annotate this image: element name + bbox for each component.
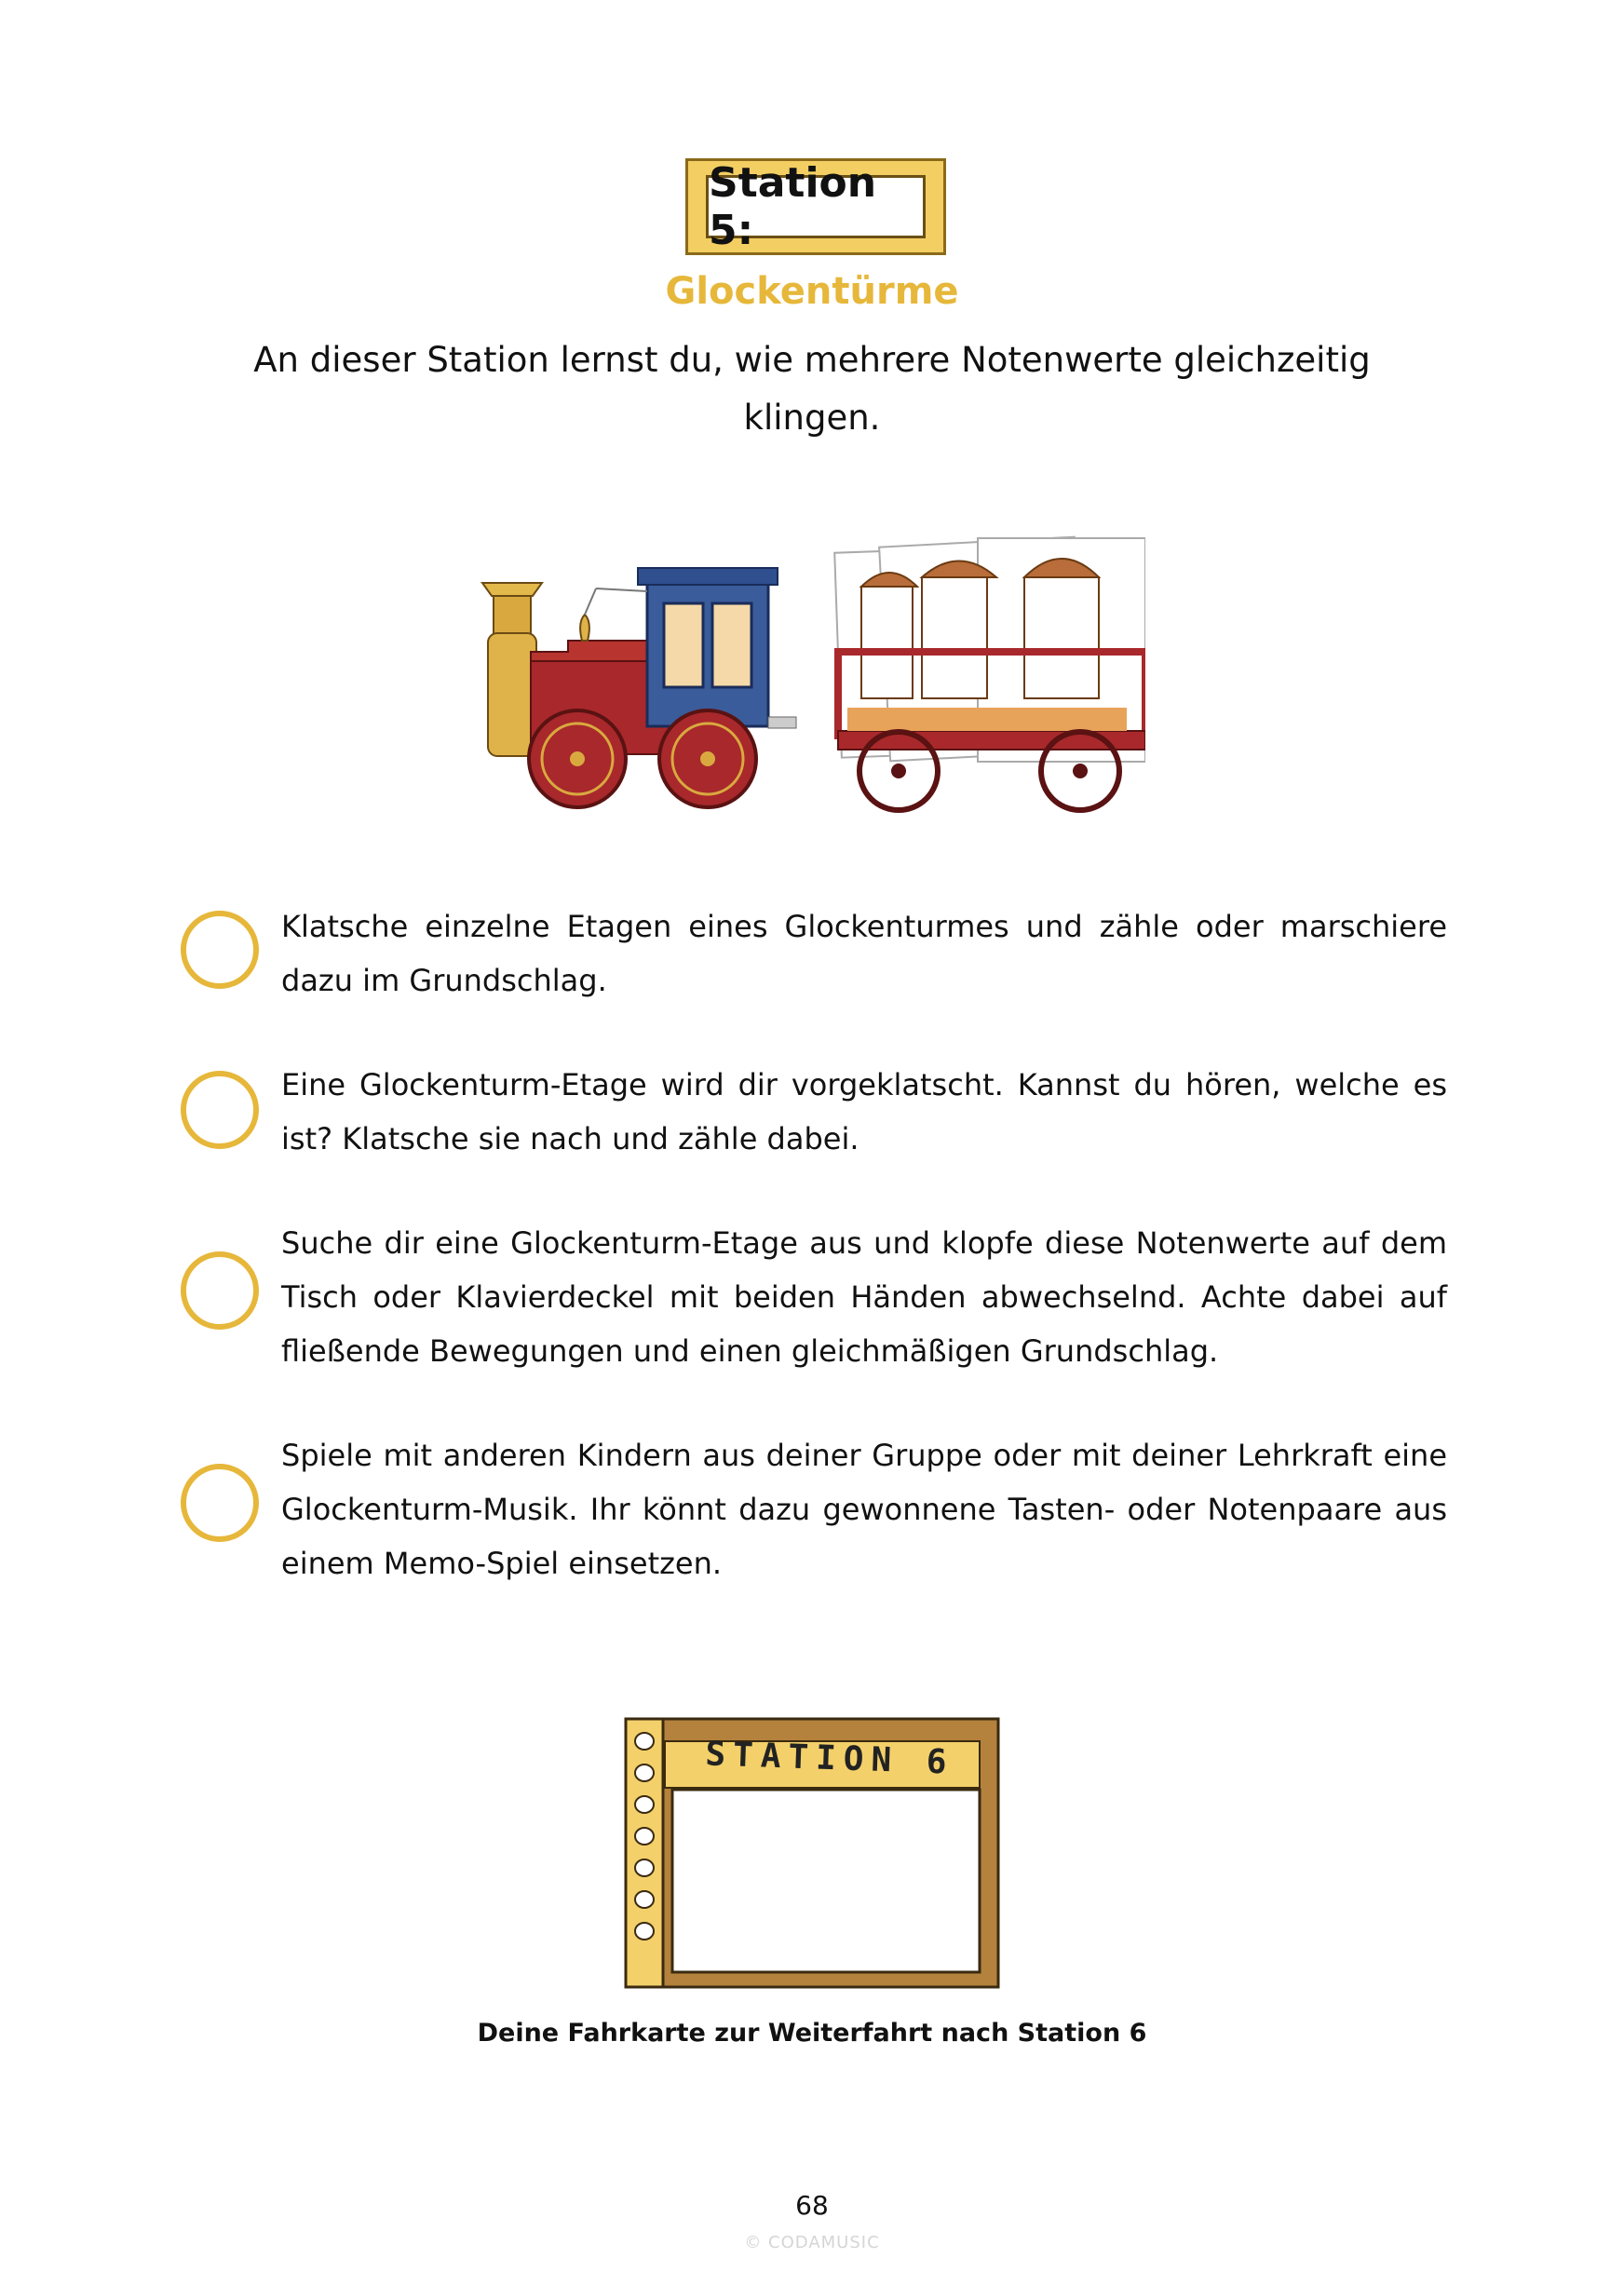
locomotive-wheel-left: [529, 710, 626, 807]
locomotive: [482, 568, 796, 807]
cards-wagon: [834, 537, 1145, 810]
ticket-label: STATION 6: [704, 1735, 955, 1782]
task-text-2: Eine Glockenturm-Etage wird dir vorgeklatscht. Kannst du hören, welche es ist? Klatsche sie nach und zähle dabei.: [281, 1067, 1447, 1156]
locomotive-wheel-right: [659, 710, 756, 807]
intro-text: An dieser Station lernst du, wie mehrere Notenwerte gleichzeitig klingen.: [253, 340, 1371, 438]
task-text-3: Suche dir eine Glockenturm-Etage aus und klopfe diese Notenwerte auf dem Tisch oder Klavierdeckel mit beiden Händen abwechselnd. Achte dabei auf fließende Bewegungen und einen gleichmäßigen Grundschlag.: [281, 1225, 1447, 1369]
task-text-1: Klatsche einzelne Etagen eines Glockenturmes und zähle oder marschiere dazu im Grundschlag.: [281, 909, 1447, 998]
task-checkbox-2[interactable]: [181, 1071, 259, 1149]
station-title-frame: [685, 158, 946, 255]
station-title: Station 5:: [706, 175, 926, 238]
train-illustration: [475, 521, 1145, 838]
page-number: 68: [795, 2190, 829, 2221]
copyright-notice: © CODAMUSIC: [744, 2233, 880, 2252]
task-checkbox-1[interactable]: [181, 911, 259, 989]
task-text-4: Spiele mit anderen Kindern aus deiner Gruppe oder mit deiner Lehrkraft eine Glockenturm-Musik. Ihr könnt dazu gewonnene Tasten- oder Notenpaare aus einem Memo-Spiel einsetzen.: [281, 1438, 1447, 1581]
task-checkbox-4[interactable]: [181, 1464, 259, 1542]
task-checkbox-3[interactable]: [181, 1251, 259, 1330]
ticket-card: [622, 1713, 1004, 1993]
ticket-caption: Deine Fahrkarte zur Weiterfahrt nach Station 6: [477, 2019, 1147, 2048]
station-subtitle: Glockentürme: [665, 270, 959, 313]
